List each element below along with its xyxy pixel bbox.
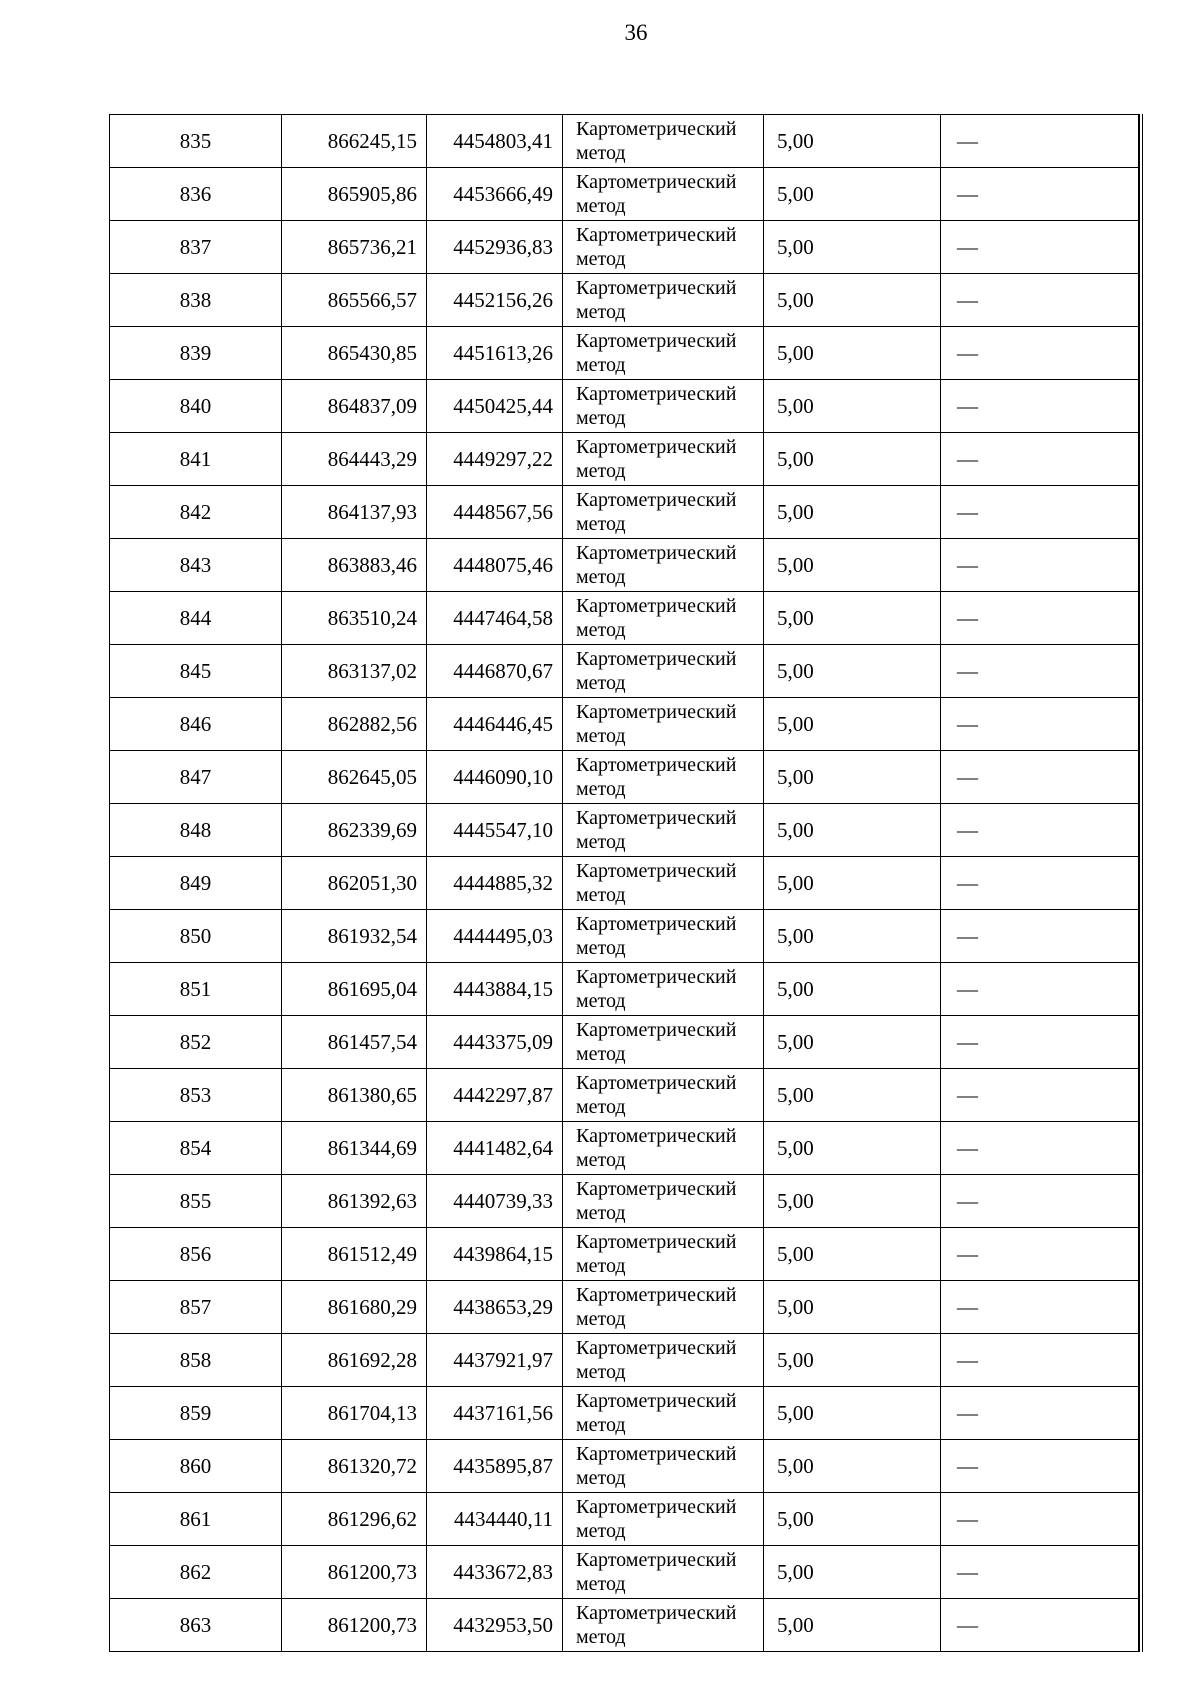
point-number-cell: 862 <box>110 1546 282 1599</box>
y-coordinate-cell: 4447464,58 <box>427 592 563 645</box>
y-coordinate-cell: 4446446,45 <box>427 698 563 751</box>
method-cell <box>563 1334 764 1387</box>
point-number-cell: 850 <box>110 910 282 963</box>
method-cell <box>563 1599 764 1652</box>
method-cell <box>563 910 764 963</box>
y-coordinate-cell: 4448567,56 <box>427 486 563 539</box>
x-coordinate-cell: 861200,73 <box>282 1546 427 1599</box>
point-number-cell: 861 <box>110 1493 282 1546</box>
description-cell: — <box>941 1599 1139 1652</box>
accuracy-cell: 5,00 <box>764 1228 941 1281</box>
method-cell <box>563 1175 764 1228</box>
point-number-cell: 858 <box>110 1334 282 1387</box>
table-row <box>110 963 1139 1016</box>
coordinates-table-wrapper <box>109 114 1143 1652</box>
y-coordinate-cell: 4444495,03 <box>427 910 563 963</box>
x-coordinate-cell: 864837,09 <box>282 380 427 433</box>
description-cell: — <box>941 751 1139 804</box>
y-coordinate-cell: 4446090,10 <box>427 751 563 804</box>
accuracy-cell: 5,00 <box>764 486 941 539</box>
method-cell <box>563 486 764 539</box>
accuracy-cell: 5,00 <box>764 1281 941 1334</box>
point-number-cell: 849 <box>110 857 282 910</box>
method-cell <box>563 751 764 804</box>
method-text-line: Картометрический <box>576 383 737 405</box>
point-number-cell: 836 <box>110 168 282 221</box>
x-coordinate-cell: 861344,69 <box>282 1122 427 1175</box>
x-coordinate-cell: 862645,05 <box>282 751 427 804</box>
description-cell: — <box>941 1546 1139 1599</box>
x-coordinate-cell: 861512,49 <box>282 1228 427 1281</box>
table-row <box>110 221 1139 274</box>
method-text-line: метод <box>576 778 626 800</box>
method-text-line: Картометрический <box>576 489 737 511</box>
description-cell: — <box>941 963 1139 1016</box>
description-cell: — <box>941 1440 1139 1493</box>
method-text-line: метод <box>576 1573 626 1595</box>
point-number-cell: 847 <box>110 751 282 804</box>
y-coordinate-cell: 4448075,46 <box>427 539 563 592</box>
x-coordinate-cell: 865430,85 <box>282 327 427 380</box>
method-cell <box>563 645 764 698</box>
point-number-cell: 838 <box>110 274 282 327</box>
point-number-cell: 854 <box>110 1122 282 1175</box>
description-cell: — <box>941 1175 1139 1228</box>
point-number-cell: 837 <box>110 221 282 274</box>
description-cell: — <box>941 804 1139 857</box>
description-cell: — <box>941 486 1139 539</box>
table-row <box>110 857 1139 910</box>
method-cell <box>563 1069 764 1122</box>
description-cell: — <box>941 380 1139 433</box>
point-number-cell: 857 <box>110 1281 282 1334</box>
method-text-line: Картометрический <box>576 1231 737 1253</box>
method-text-line: метод <box>576 195 626 217</box>
accuracy-cell: 5,00 <box>764 1069 941 1122</box>
description-cell: — <box>941 327 1139 380</box>
method-text-line: Картометрический <box>576 542 737 564</box>
method-cell <box>563 857 764 910</box>
x-coordinate-cell: 862882,56 <box>282 698 427 751</box>
x-coordinate-cell: 864443,29 <box>282 433 427 486</box>
method-text-line: метод <box>576 407 626 429</box>
description-cell: — <box>941 274 1139 327</box>
y-coordinate-cell: 4442297,87 <box>427 1069 563 1122</box>
table-row <box>110 1228 1139 1281</box>
description-cell: — <box>941 1228 1139 1281</box>
method-text-line: метод <box>576 248 626 270</box>
description-cell: — <box>941 1334 1139 1387</box>
y-coordinate-cell: 4437161,56 <box>427 1387 563 1440</box>
description-cell: — <box>941 539 1139 592</box>
description-cell: — <box>941 645 1139 698</box>
table-row <box>110 1122 1139 1175</box>
accuracy-cell: 5,00 <box>764 1493 941 1546</box>
method-cell <box>563 380 764 433</box>
method-text-line: метод <box>576 1149 626 1171</box>
method-text-line: Картометрический <box>576 1496 737 1518</box>
method-cell <box>563 274 764 327</box>
x-coordinate-cell: 861320,72 <box>282 1440 427 1493</box>
description-cell: — <box>941 1387 1139 1440</box>
y-coordinate-cell: 4445547,10 <box>427 804 563 857</box>
method-text-line: Картометрический <box>576 1602 737 1624</box>
x-coordinate-cell: 861692,28 <box>282 1334 427 1387</box>
description-cell: — <box>941 1122 1139 1175</box>
description-cell: — <box>941 1069 1139 1122</box>
method-text-line: Картометрический <box>576 1284 737 1306</box>
accuracy-cell: 5,00 <box>764 910 941 963</box>
method-cell <box>563 433 764 486</box>
method-text-line: Картометрический <box>576 224 737 246</box>
table-row <box>110 380 1139 433</box>
x-coordinate-cell: 862051,30 <box>282 857 427 910</box>
method-text-line: метод <box>576 884 626 906</box>
method-cell <box>563 1440 764 1493</box>
method-text-line: метод <box>576 1467 626 1489</box>
accuracy-cell: 5,00 <box>764 1334 941 1387</box>
method-text-line: метод <box>576 460 626 482</box>
accuracy-cell: 5,00 <box>764 274 941 327</box>
method-text-line: метод <box>576 1096 626 1118</box>
table-row <box>110 115 1139 168</box>
point-number-cell: 852 <box>110 1016 282 1069</box>
method-cell <box>563 539 764 592</box>
method-text-line: Картометрический <box>576 1178 737 1200</box>
method-text-line: метод <box>576 937 626 959</box>
method-cell <box>563 592 764 645</box>
y-coordinate-cell: 4449297,22 <box>427 433 563 486</box>
method-text-line: Картометрический <box>576 330 737 352</box>
y-coordinate-cell: 4437921,97 <box>427 1334 563 1387</box>
x-coordinate-cell: 861695,04 <box>282 963 427 1016</box>
method-cell <box>563 1281 764 1334</box>
method-text-line: Картометрический <box>576 807 737 829</box>
x-coordinate-cell: 861200,73 <box>282 1599 427 1652</box>
accuracy-cell: 5,00 <box>764 380 941 433</box>
description-cell: — <box>941 221 1139 274</box>
method-cell <box>563 804 764 857</box>
method-cell <box>563 168 764 221</box>
point-number-cell: 859 <box>110 1387 282 1440</box>
method-text-line: метод <box>576 1520 626 1542</box>
method-text-line: Картометрический <box>576 701 737 723</box>
accuracy-cell: 5,00 <box>764 857 941 910</box>
page-number: 36 <box>624 20 648 45</box>
accuracy-cell: 5,00 <box>764 1599 941 1652</box>
accuracy-cell: 5,00 <box>764 1387 941 1440</box>
method-text-line: метод <box>576 619 626 641</box>
y-coordinate-cell: 4432953,50 <box>427 1599 563 1652</box>
x-coordinate-cell: 861296,62 <box>282 1493 427 1546</box>
table-row <box>110 804 1139 857</box>
description-cell: — <box>941 115 1139 168</box>
point-number-cell: 856 <box>110 1228 282 1281</box>
x-coordinate-cell: 861704,13 <box>282 1387 427 1440</box>
method-text-line: Картометрический <box>576 277 737 299</box>
accuracy-cell: 5,00 <box>764 1016 941 1069</box>
accuracy-cell: 5,00 <box>764 645 941 698</box>
method-cell <box>563 963 764 1016</box>
accuracy-cell: 5,00 <box>764 327 941 380</box>
method-text-line: Картометрический <box>576 436 737 458</box>
accuracy-cell: 5,00 <box>764 804 941 857</box>
method-cell <box>563 1228 764 1281</box>
table-row <box>110 433 1139 486</box>
table-row <box>110 1387 1139 1440</box>
x-coordinate-cell: 861932,54 <box>282 910 427 963</box>
description-cell: — <box>941 698 1139 751</box>
table-row <box>110 327 1139 380</box>
method-cell <box>563 698 764 751</box>
y-coordinate-cell: 4446870,67 <box>427 645 563 698</box>
y-coordinate-cell: 4443884,15 <box>427 963 563 1016</box>
description-cell: — <box>941 1281 1139 1334</box>
method-text-line: метод <box>576 1202 626 1224</box>
y-coordinate-cell: 4452156,26 <box>427 274 563 327</box>
method-text-line: Картометрический <box>576 860 737 882</box>
y-coordinate-cell: 4443375,09 <box>427 1016 563 1069</box>
method-text-line: метод <box>576 672 626 694</box>
point-number-cell: 844 <box>110 592 282 645</box>
method-text-line: Картометрический <box>576 966 737 988</box>
table-row <box>110 1334 1139 1387</box>
table-row <box>110 751 1139 804</box>
y-coordinate-cell: 4454803,41 <box>427 115 563 168</box>
y-coordinate-cell: 4451613,26 <box>427 327 563 380</box>
table-row <box>110 910 1139 963</box>
method-text-line: метод <box>576 1255 626 1277</box>
description-cell: — <box>941 857 1139 910</box>
method-cell <box>563 1493 764 1546</box>
y-coordinate-cell: 4444885,32 <box>427 857 563 910</box>
x-coordinate-cell: 865736,21 <box>282 221 427 274</box>
method-text-line: метод <box>576 831 626 853</box>
table-row <box>110 539 1139 592</box>
x-coordinate-cell: 861680,29 <box>282 1281 427 1334</box>
accuracy-cell: 5,00 <box>764 751 941 804</box>
method-text-line: Картометрический <box>576 118 737 140</box>
y-coordinate-cell: 4439864,15 <box>427 1228 563 1281</box>
table-row <box>110 1546 1139 1599</box>
point-number-cell: 853 <box>110 1069 282 1122</box>
method-text-line: Картометрический <box>576 913 737 935</box>
x-coordinate-cell: 861392,63 <box>282 1175 427 1228</box>
description-cell: — <box>941 1493 1139 1546</box>
x-coordinate-cell: 865566,57 <box>282 274 427 327</box>
accuracy-cell: 5,00 <box>764 1175 941 1228</box>
point-number-cell: 848 <box>110 804 282 857</box>
x-coordinate-cell: 865905,86 <box>282 168 427 221</box>
table-row <box>110 1440 1139 1493</box>
y-coordinate-cell: 4453666,49 <box>427 168 563 221</box>
accuracy-cell: 5,00 <box>764 592 941 645</box>
table-row <box>110 1069 1139 1122</box>
method-text-line: метод <box>576 1308 626 1330</box>
y-coordinate-cell: 4434440,11 <box>427 1493 563 1546</box>
table-row <box>110 274 1139 327</box>
table-row <box>110 486 1139 539</box>
method-text-line: метод <box>576 142 626 164</box>
point-number-cell: 855 <box>110 1175 282 1228</box>
accuracy-cell: 5,00 <box>764 963 941 1016</box>
method-cell <box>563 1387 764 1440</box>
method-cell <box>563 327 764 380</box>
method-text-line: метод <box>576 1414 626 1436</box>
x-coordinate-cell: 862339,69 <box>282 804 427 857</box>
method-text-line: метод <box>576 301 626 323</box>
method-text-line: Картометрический <box>576 1019 737 1041</box>
x-coordinate-cell: 863883,46 <box>282 539 427 592</box>
point-number-cell: 842 <box>110 486 282 539</box>
method-cell <box>563 221 764 274</box>
table-row <box>110 168 1139 221</box>
y-coordinate-cell: 4441482,64 <box>427 1122 563 1175</box>
table-body <box>110 115 1139 1652</box>
method-text-line: метод <box>576 990 626 1012</box>
table-row <box>110 1599 1139 1652</box>
method-text-line: Картометрический <box>576 1549 737 1571</box>
method-text-line: Картометрический <box>576 1072 737 1094</box>
method-cell <box>563 1122 764 1175</box>
accuracy-cell: 5,00 <box>764 1546 941 1599</box>
table-row <box>110 1281 1139 1334</box>
accuracy-cell: 5,00 <box>764 1122 941 1175</box>
accuracy-cell: 5,00 <box>764 539 941 592</box>
method-text-line: Картометрический <box>576 1125 737 1147</box>
description-cell: — <box>941 1016 1139 1069</box>
y-coordinate-cell: 4450425,44 <box>427 380 563 433</box>
x-coordinate-cell: 863510,24 <box>282 592 427 645</box>
table-row <box>110 592 1139 645</box>
accuracy-cell: 5,00 <box>764 1440 941 1493</box>
method-text-line: метод <box>576 1043 626 1065</box>
y-coordinate-cell: 4435895,87 <box>427 1440 563 1493</box>
method-text-line: метод <box>576 354 626 376</box>
method-text-line: Картометрический <box>576 171 737 193</box>
point-number-cell: 851 <box>110 963 282 1016</box>
x-coordinate-cell: 866245,15 <box>282 115 427 168</box>
method-text-line: метод <box>576 566 626 588</box>
point-number-cell: 835 <box>110 115 282 168</box>
accuracy-cell: 5,00 <box>764 115 941 168</box>
table-row <box>110 1493 1139 1546</box>
table-row <box>110 698 1139 751</box>
method-cell <box>563 1546 764 1599</box>
method-text-line: Картометрический <box>576 754 737 776</box>
y-coordinate-cell: 4440739,33 <box>427 1175 563 1228</box>
point-number-cell: 846 <box>110 698 282 751</box>
point-number-cell: 845 <box>110 645 282 698</box>
accuracy-cell: 5,00 <box>764 221 941 274</box>
description-cell: — <box>941 910 1139 963</box>
accuracy-cell: 5,00 <box>764 433 941 486</box>
method-text-line: метод <box>576 1626 626 1648</box>
coordinates-table <box>109 114 1139 1652</box>
y-coordinate-cell: 4452936,83 <box>427 221 563 274</box>
method-text-line: Картометрический <box>576 1337 737 1359</box>
method-text-line: метод <box>576 725 626 747</box>
y-coordinate-cell: 4433672,83 <box>427 1546 563 1599</box>
table-row <box>110 1175 1139 1228</box>
y-coordinate-cell: 4438653,29 <box>427 1281 563 1334</box>
method-text-line: Картометрический <box>576 595 737 617</box>
x-coordinate-cell: 864137,93 <box>282 486 427 539</box>
point-number-cell: 841 <box>110 433 282 486</box>
method-cell <box>563 1016 764 1069</box>
accuracy-cell: 5,00 <box>764 698 941 751</box>
table-row <box>110 645 1139 698</box>
description-cell: — <box>941 168 1139 221</box>
point-number-cell: 863 <box>110 1599 282 1652</box>
x-coordinate-cell: 861380,65 <box>282 1069 427 1122</box>
x-coordinate-cell: 861457,54 <box>282 1016 427 1069</box>
description-cell: — <box>941 592 1139 645</box>
accuracy-cell: 5,00 <box>764 168 941 221</box>
point-number-cell: 860 <box>110 1440 282 1493</box>
method-text-line: метод <box>576 513 626 535</box>
point-number-cell: 839 <box>110 327 282 380</box>
method-text-line: Картометрический <box>576 648 737 670</box>
method-text-line: Картометрический <box>576 1390 737 1412</box>
point-number-cell: 840 <box>110 380 282 433</box>
method-text-line: метод <box>576 1361 626 1383</box>
table-row <box>110 1016 1139 1069</box>
method-text-line: Картометрический <box>576 1443 737 1465</box>
method-cell <box>563 115 764 168</box>
description-cell: — <box>941 433 1139 486</box>
table-right-double-border <box>1139 114 1143 1652</box>
x-coordinate-cell: 863137,02 <box>282 645 427 698</box>
point-number-cell: 843 <box>110 539 282 592</box>
